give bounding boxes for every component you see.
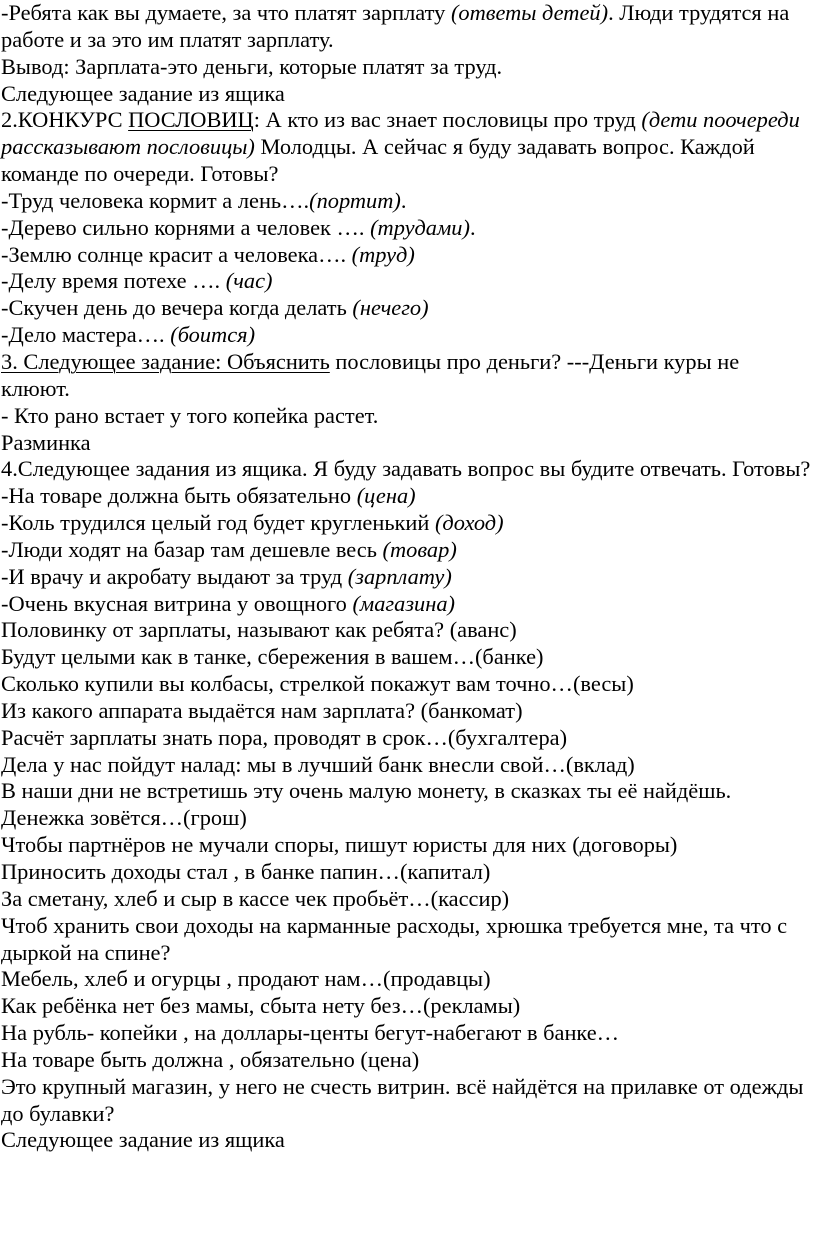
contest-title: ПОСЛОВИЦ [128,107,254,133]
money-task-text: пословицы про деньги? ---Деньги куры не клюют. [1,348,740,401]
paragraph-contest [1,107,813,188]
proverb-text: -Землю солнце красит а человека…. [1,241,352,267]
proverb-line [1,188,813,215]
proverb-line [1,295,813,322]
paragraph-warmup: Разминка [1,429,91,455]
intro-italic: (ответы детей) [450,0,609,25]
contest-tail: Молодцы. А сейчас я буду задавать вопрос. Каждой команде по очереди. Готовы? [1,134,755,187]
riddle-plain: Чтобы партнёров не мучали споры, пишут юристы для них (договоры) [1,832,678,858]
proverb-text: -Дерево сильно корнями а человек …. [1,214,371,240]
intro-text: -Ребята как вы думаете, за что платят зарплату [1,0,451,25]
riddle-plain: Сколько купили вы колбасы, стрелкой покажут вам точно…(весы) [1,671,634,697]
riddle-plain: Чтоб хранить свои доходы на карманные расходы, хрюшка требуется мне, та что с дыркой на спине? [1,912,788,965]
riddle-line [1,483,813,510]
riddle-answer: (цена) [356,483,416,509]
riddle-plain: Будут целыми как в танке, сбережения в вашем…(банке) [1,644,544,670]
paragraph-task-four: 4.Следующее задания из ящика. Я буду задавать вопрос вы будите отвечать. Готовы? [1,456,811,482]
proverb-answer: (боится) [170,322,256,348]
riddle-text: -На товаре должна быть обязательно [1,483,357,509]
paragraph-next-task-final: Следующее задание из ящика [1,1127,285,1153]
paragraph-early-riser: - Кто рано встает у того копейка растет. [1,402,379,428]
riddle-plain: Приносить доходы стал , в банке папин…(капитал) [1,859,491,884]
paragraph-money-proverbs [1,349,813,403]
proverb-text: -Труд человека кормит а лень…. [1,187,310,213]
riddle-line [1,591,813,618]
paragraph-intro [1,0,813,54]
money-task-title: 3. Следующее задание: Объяснить [1,348,330,374]
proverb-text: -Дело мастера…. [1,322,171,348]
proverb-line [1,268,813,295]
proverb-answer: (час) [225,268,273,294]
proverb-answer: (портит) [309,187,401,213]
proverb-answer: (трудами) [370,214,470,240]
contest-number: 2.КОНКУРС [1,107,129,133]
paragraph-next-task: Следующее задание из ящика [1,80,285,106]
proverb-answer: (труд) [351,241,415,267]
proverb-line [1,322,813,349]
riddle-answer: (товар) [382,536,457,562]
contest-question: : А кто из вас знает пословицы про труд [253,107,642,133]
riddle-answer: (магазина) [352,590,456,616]
riddle-plain: Расчёт зарплаты знать пора, проводят в срок…(бухгалтера) [1,724,568,750]
proverb-line [1,242,813,269]
riddle-plain: В наши дни не встретишь эту очень малую монету, в сказках ты её найдёшь. Денежка зовётся…(грош) [1,778,732,831]
proverb-line [1,215,813,242]
proverb-answer: (нечего) [352,295,429,321]
proverb-tail: . [400,187,407,213]
riddle-plain: На товаре быть должна , обязательно (цена) [1,1046,420,1072]
riddle-line [1,510,813,537]
proverb-text: -Скучен день до вечера когда делать [1,295,353,321]
riddle-plain: За сметану, хлеб и сыр в кассе чек пробьёт…(кассир) [1,885,510,911]
riddle-text: -И врачу и акробату выдают за труд [1,563,348,589]
contest-italic-note: (дети поочереди рассказывают пословицы) [1,107,800,160]
riddle-text: -Люди ходят на базар там дешевле весь [1,536,383,562]
riddle-plain: Это крупный магазин, у него не счесть витрин. всё найдётся на прилавке от одежды до булавки? [1,1073,804,1126]
riddle-plain: Половинку от зарплаты, называют как ребята? (аванс) [1,617,517,643]
riddle-line [1,537,813,564]
riddle-answer: (доход) [434,510,504,536]
paragraph-conclusion: Вывод: Зарплата-это деньги, которые платят за труд. [1,53,503,79]
riddle-plain: Как ребёнка нет без мамы, сбыта нету без…(рекламы) [1,993,521,1019]
riddle-answer: (зарплату) [347,563,452,589]
intro-tail: . Люди трудятся на работе и за это им платят зарплату. [1,0,790,52]
riddle-plain: Дела у нас пойдут налад: мы в лучший банк внесли свой…(вклад) [1,751,635,777]
riddle-line [1,564,813,591]
proverb-text: -Делу время потехе …. [1,268,226,294]
riddle-plain: Из какого аппарата выдаётся нам зарплата? (банкомат) [1,697,523,723]
riddle-plain: На рубль- копейки , на доллары-центы бегут-набегают в банке… [1,1020,620,1046]
proverb-tail: . [469,214,476,240]
riddle-text: -Коль трудился целый год будет кругленький [1,510,435,536]
riddle-plain: Мебель, хлеб и огурцы , продают нам…(продавцы) [1,966,491,992]
riddle-text: -Очень вкусная витрина у овощного [1,590,353,616]
